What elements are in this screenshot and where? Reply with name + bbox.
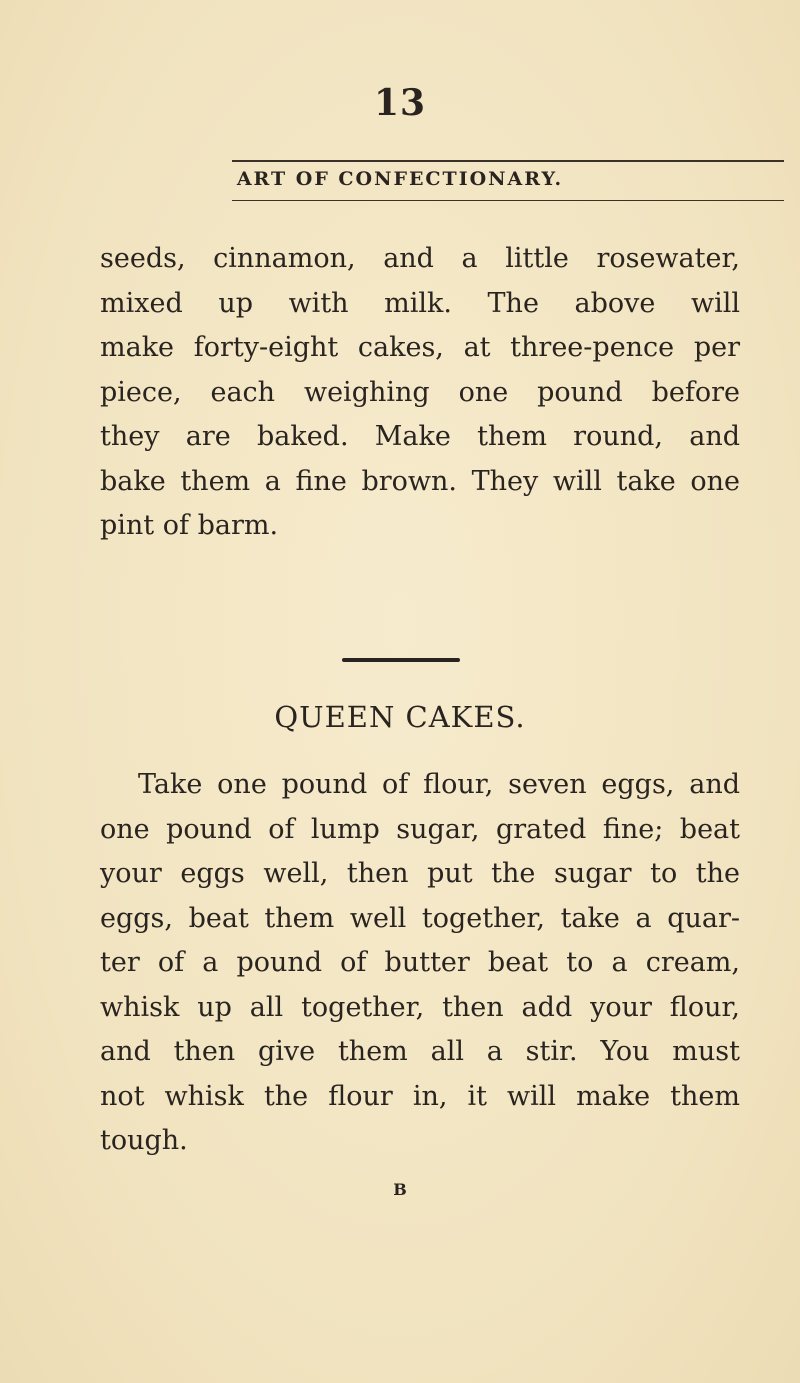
- text-line: one pound of lump sugar, grated fine; beat: [100, 813, 740, 845]
- text-line: your eggs well, then put the sugar to the: [100, 858, 740, 889]
- running-head: ART OF CONFECTIONARY.: [236, 168, 564, 190]
- header-rule-top: [232, 160, 784, 162]
- section-heading: QUEEN CAKES.: [274, 700, 526, 734]
- header-rule-bottom: [232, 200, 784, 201]
- page-number: 13: [373, 82, 427, 124]
- section-divider: [342, 658, 460, 662]
- text-line: seeds, cinnamon, and a little rosewater,: [100, 243, 740, 274]
- signature-mark: B: [393, 1180, 407, 1199]
- text-line: they are baked. Make them round, and: [100, 421, 740, 452]
- text-line: pint of barm.: [100, 510, 279, 541]
- text-line: bake them a fine brown. They will take one: [100, 465, 740, 497]
- text-line: piece, each weighing one pound before: [100, 376, 740, 408]
- text-line: and then give them all a stir. You must: [100, 1036, 740, 1067]
- text-line: whisk up all together, then add your flour,: [100, 991, 740, 1023]
- continuation-paragraph: [100, 237, 740, 549]
- text-line: eggs, beat them well together, take a quar-: [100, 902, 740, 934]
- text-line: ter of a pound of butter beat to a cream,: [100, 947, 740, 978]
- text-line: not whisk the flour in, it will make them: [100, 1080, 740, 1112]
- text-line: Take one pound of flour, seven eggs, and: [138, 769, 740, 800]
- text-line: make forty-eight cakes, at three-pence per: [100, 332, 740, 363]
- text-line: mixed up with milk. The above will: [100, 287, 740, 319]
- recipe-paragraph: [100, 763, 740, 1164]
- text-line: tough.: [100, 1125, 188, 1156]
